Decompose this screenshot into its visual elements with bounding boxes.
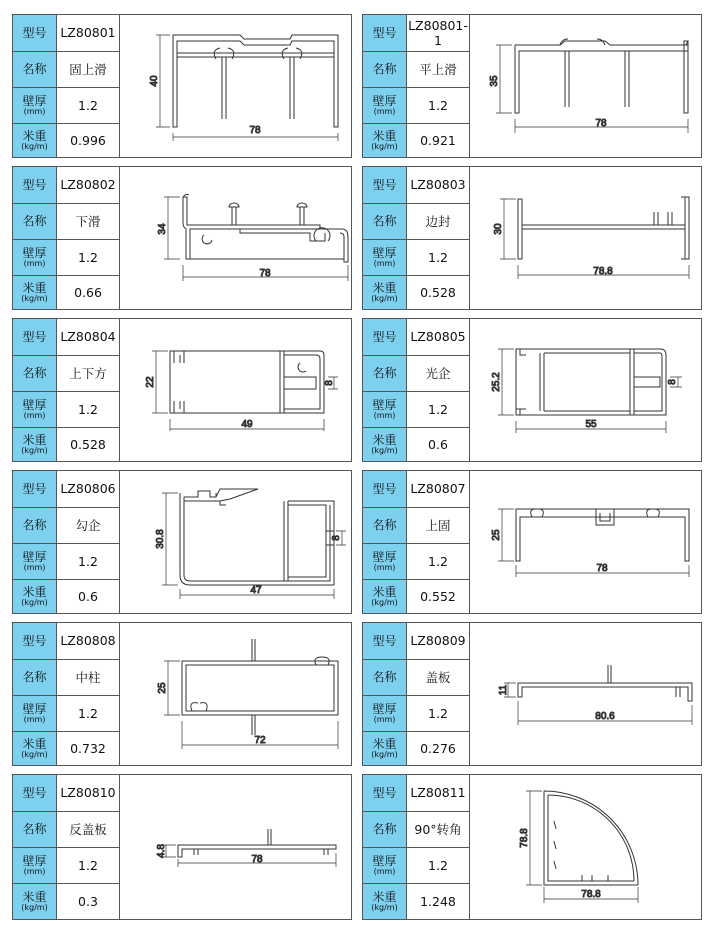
weight-value: 0.996 — [57, 123, 120, 157]
model-label: 型号 — [363, 319, 407, 355]
product-card — [12, 774, 352, 920]
weight-label: 米重 (kg/m) — [13, 427, 57, 461]
product-card — [362, 14, 702, 158]
width-dim: 72 — [254, 735, 266, 746]
weight-value: 0.6 — [407, 427, 470, 461]
name-label: 名称 — [363, 203, 407, 239]
model-code: LZ80802 — [57, 167, 120, 203]
width-dim: 78 — [259, 268, 271, 279]
name-label: 名称 — [13, 659, 57, 695]
product-name: 勾企 — [57, 507, 120, 543]
profile-shape — [182, 639, 338, 735]
profile-shape — [516, 349, 666, 415]
model-code: LZ80801 — [57, 15, 120, 51]
model-code: LZ80811 — [407, 775, 470, 811]
thickness-value: 1.2 — [57, 239, 120, 275]
model-label: 型号 — [13, 167, 57, 203]
thickness-label: 壁厚 (mm) — [13, 695, 57, 731]
profile-drawing — [120, 623, 352, 765]
product-name: 盖板 — [407, 659, 470, 695]
profile-shape — [183, 194, 348, 262]
product-name: 反盖板 — [57, 811, 120, 847]
weight-value: 0.6 — [57, 579, 120, 613]
product-card — [12, 166, 352, 310]
profile-drawing — [470, 15, 702, 157]
profile-drawing — [470, 775, 702, 919]
profile-drawing — [120, 775, 352, 919]
name-label: 名称 — [13, 811, 57, 847]
product-name: 边封 — [407, 203, 470, 239]
width-dim: 78 — [595, 118, 607, 129]
weight-value: 0.528 — [57, 427, 120, 461]
width-dim: 55 — [585, 419, 597, 430]
name-label: 名称 — [13, 507, 57, 543]
model-code: LZ80809 — [407, 623, 470, 659]
name-label: 名称 — [363, 659, 407, 695]
height-dim: 35 — [489, 75, 500, 87]
product-card — [12, 622, 352, 766]
profile-shape — [518, 197, 689, 259]
spec-table — [363, 471, 470, 613]
model-label: 型号 — [13, 775, 57, 811]
product-card — [12, 470, 352, 614]
thickness-value: 1.2 — [57, 847, 120, 883]
profile-shape — [180, 489, 334, 585]
spec-table — [363, 319, 470, 461]
weight-value: 0.66 — [57, 275, 120, 309]
width-dim: 47 — [250, 585, 262, 596]
width-dim: 78.8 — [581, 889, 601, 900]
product-name: 上下方 — [57, 355, 120, 391]
product-name: 下滑 — [57, 203, 120, 239]
name-label: 名称 — [13, 355, 57, 391]
weight-label: 米重 (kg/m) — [13, 275, 57, 309]
model-label: 型号 — [13, 471, 57, 507]
width-dim: 78 — [251, 854, 263, 865]
product-name: 光企 — [407, 355, 470, 391]
product-card — [362, 166, 702, 310]
thickness-label: 壁厚 (mm) — [13, 391, 57, 427]
name-label: 名称 — [363, 51, 407, 87]
width-dim: 78.8 — [593, 266, 613, 277]
thickness-label: 壁厚 (mm) — [363, 543, 407, 579]
product-name: 平上滑 — [407, 51, 470, 87]
model-code: LZ80808 — [57, 623, 120, 659]
weight-label: 米重 (kg/m) — [363, 579, 407, 613]
model-code: LZ80806 — [57, 471, 120, 507]
weight-label: 米重 (kg/m) — [13, 123, 57, 157]
weight-label: 米重 (kg/m) — [363, 123, 407, 157]
product-name: 90°转角 — [407, 811, 470, 847]
spec-table — [363, 15, 470, 157]
spec-table — [363, 623, 470, 765]
height-dim: 34 — [157, 223, 168, 235]
spec-table — [13, 167, 120, 309]
product-name: 中柱 — [57, 659, 120, 695]
name-label: 名称 — [363, 355, 407, 391]
model-label: 型号 — [13, 319, 57, 355]
height-dim: 22 — [145, 376, 156, 388]
thickness-value: 1.2 — [57, 543, 120, 579]
thickness-label: 壁厚 (mm) — [363, 87, 407, 123]
product-name: 上固 — [407, 507, 470, 543]
thickness-value: 1.2 — [407, 87, 470, 123]
weight-label: 米重 (kg/m) — [363, 427, 407, 461]
spec-table — [13, 471, 120, 613]
height-dim: 78.8 — [519, 828, 530, 848]
product-name: 固上滑 — [57, 51, 120, 87]
profile-drawing — [120, 471, 352, 613]
profile-drawing — [470, 167, 702, 309]
thickness-label: 壁厚 (mm) — [13, 239, 57, 275]
weight-label: 米重 (kg/m) — [363, 731, 407, 765]
thickness-value: 1.2 — [407, 543, 470, 579]
spec-table — [363, 167, 470, 309]
thickness-value: 1.2 — [407, 695, 470, 731]
thickness-value: 1.2 — [407, 391, 470, 427]
name-label: 名称 — [363, 507, 407, 543]
side-dim: 8 — [667, 379, 678, 385]
model-label: 型号 — [13, 623, 57, 659]
profile-drawing — [120, 15, 352, 157]
weight-value: 0.528 — [407, 275, 470, 309]
spec-table — [13, 623, 120, 765]
model-code: LZ80801-1 — [407, 15, 470, 51]
model-label: 型号 — [13, 15, 57, 51]
name-label: 名称 — [13, 203, 57, 239]
spec-table — [13, 15, 120, 157]
name-label: 名称 — [363, 811, 407, 847]
model-label: 型号 — [363, 775, 407, 811]
profile-shape — [178, 829, 336, 857]
weight-label: 米重 (kg/m) — [13, 731, 57, 765]
thickness-label: 壁厚 (mm) — [363, 239, 407, 275]
thickness-label: 壁厚 (mm) — [363, 847, 407, 883]
profile-drawing — [120, 167, 352, 309]
model-code: LZ80810 — [57, 775, 120, 811]
profile-drawing — [470, 471, 702, 613]
weight-label: 米重 (kg/m) — [13, 883, 57, 919]
thickness-value: 1.2 — [57, 87, 120, 123]
thickness-label: 壁厚 (mm) — [363, 695, 407, 731]
weight-value: 1.248 — [407, 883, 470, 919]
name-label: 名称 — [13, 51, 57, 87]
model-label: 型号 — [363, 471, 407, 507]
weight-value: 0.732 — [57, 731, 120, 765]
product-card — [362, 318, 702, 462]
profile-drawing — [470, 623, 702, 765]
product-card — [12, 14, 352, 158]
spec-table — [13, 319, 120, 461]
model-label: 型号 — [363, 15, 407, 51]
weight-value: 0.3 — [57, 883, 120, 919]
spec-table — [363, 775, 470, 919]
weight-value: 0.921 — [407, 123, 470, 157]
model-code: LZ80804 — [57, 319, 120, 355]
height-dim: 25.2 — [491, 372, 502, 392]
model-code: LZ80803 — [407, 167, 470, 203]
profile-drawing — [120, 319, 352, 461]
thickness-label: 壁厚 (mm) — [363, 391, 407, 427]
profile-shape — [170, 351, 324, 413]
width-dim: 78 — [596, 563, 608, 574]
weight-value: 0.276 — [407, 731, 470, 765]
product-card — [362, 774, 702, 920]
model-label: 型号 — [363, 167, 407, 203]
thickness-label: 壁厚 (mm) — [13, 543, 57, 579]
product-card — [362, 470, 702, 614]
height-dim: 30.8 — [155, 529, 166, 549]
side-dim: 8 — [324, 380, 335, 386]
thickness-label: 壁厚 (mm) — [13, 847, 57, 883]
side-dim: 8 — [331, 535, 342, 541]
product-card — [12, 318, 352, 462]
model-code: LZ80807 — [407, 471, 470, 507]
profile-shape — [544, 791, 638, 885]
thickness-value: 1.2 — [57, 695, 120, 731]
thickness-value: 1.2 — [57, 391, 120, 427]
height-dim: 25 — [157, 682, 168, 694]
thickness-label: 壁厚 (mm) — [13, 87, 57, 123]
height-dim: 30 — [493, 223, 504, 235]
height-dim: 4.8 — [156, 844, 167, 858]
weight-value: 0.552 — [407, 579, 470, 613]
width-dim: 80.6 — [595, 711, 615, 722]
thickness-value: 1.2 — [407, 847, 470, 883]
profile-shape — [516, 509, 689, 561]
profile-shape — [518, 665, 692, 701]
weight-label: 米重 (kg/m) — [363, 275, 407, 309]
height-dim: 25 — [491, 529, 502, 541]
profile-shape — [515, 39, 688, 113]
model-code: LZ80805 — [407, 319, 470, 355]
product-card — [362, 622, 702, 766]
height-dim: 11 — [498, 684, 509, 696]
weight-label: 米重 (kg/m) — [13, 579, 57, 613]
spec-table — [13, 775, 120, 919]
profile-shape — [173, 35, 338, 127]
height-dim: 40 — [149, 75, 160, 87]
model-label: 型号 — [363, 623, 407, 659]
width-dim: 78 — [249, 125, 261, 136]
thickness-value: 1.2 — [407, 239, 470, 275]
profile-drawing — [470, 319, 702, 461]
weight-label: 米重 (kg/m) — [363, 883, 407, 919]
width-dim: 49 — [241, 419, 253, 430]
